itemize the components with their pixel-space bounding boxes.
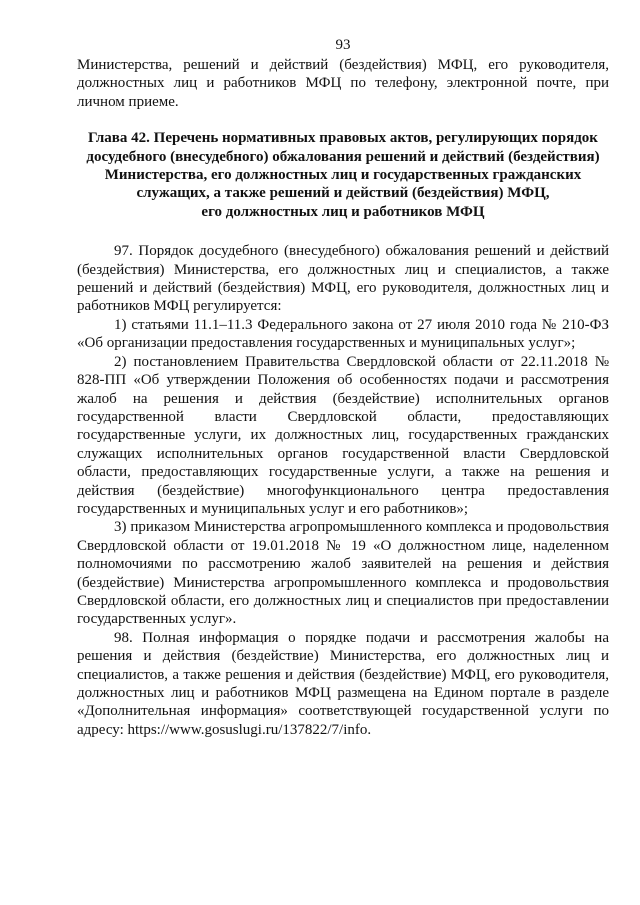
chapter-heading-line: досудебного (внесудебного) обжалования решений и действий (бездействия) [86,148,600,165]
intro-paragraph: Министерства, решений и действий (бездействия) МФЦ, его руководителя, должностных лиц и работников МФЦ по телефону, электронной почте, при личном приеме. [77,57,609,110]
page-number: 93 [335,37,351,53]
chapter-heading [77,129,609,221]
chapter-heading-line: Глава 42. Перечень нормативных правовых актов, регулирующих порядок [88,130,598,147]
chapter-heading-line: Министерства, его должностных лиц и государственных гражданских [104,167,582,184]
list-item-1: 1) статьями 11.1–11.3 Федерального закона от 27 июля 2010 года № 210-ФЗ «Об организации предоставления государственных и муниципальных услуг»; [77,316,609,352]
chapter-heading-line: его должностных лиц и работников МФЦ [201,203,485,220]
paragraph-97: 97. Порядок досудебного (внесудебного) обжалования решений и действий (бездействия) Министерства, его должностных лиц и специалистов, а также решений и действий (бездействия) МФЦ, его руководителя, должностных лиц и работников МФЦ регулируется: [77,243,609,315]
list-item-3: 3) приказом Министерства агропромышленного комплекса и продовольствия Свердловской области от 19.01.2018 № 19 «О должностном лице, наделенном полномочиями по рассмотрению жалоб заявителей на решения и действия (бездействие) Министерства агропромышленного комплекса и продовольствия Свердловской области, его должностных лиц и специалистов при предоставлении государственных услуг». [77,519,609,628]
document-page [77,36,609,739]
list-item-2: 2) постановлением Правительства Свердловской области от 22.11.2018 № 828-ПП «Об утверждении Положения об особенностях подачи и рассмотрения жалоб на решения и действия (бездействие) исполнительных органов государственной власти Свердловской области, предоставляющих государственные услуги, их должностных лиц, государственных гражданских служащих исполнительных органов государственной власти Свердловской области, предоставляющих государственные услуги, а также на решения и действия (бездействие) многофункционального центра предоставления государственных и муниципальных услуг и его работников»; [77,353,609,517]
paragraph-98: 98. Полная информация о порядке подачи и рассмотрения жалобы на решения и действия (бездействие) Министерства, его должностных лиц и специалистов, а также решения и действия (бездействие) МФЦ, его руководителя, должностных лиц и работников МФЦ размещена на Едином портале в разделе «Дополнительная информация» соответствующей государственной услуги по адресу: https://www.gosuslugi.ru/137822/7/info. [77,629,609,738]
chapter-heading-line: служащих, а также решений и действий (бездействия) МФЦ, [136,185,550,202]
